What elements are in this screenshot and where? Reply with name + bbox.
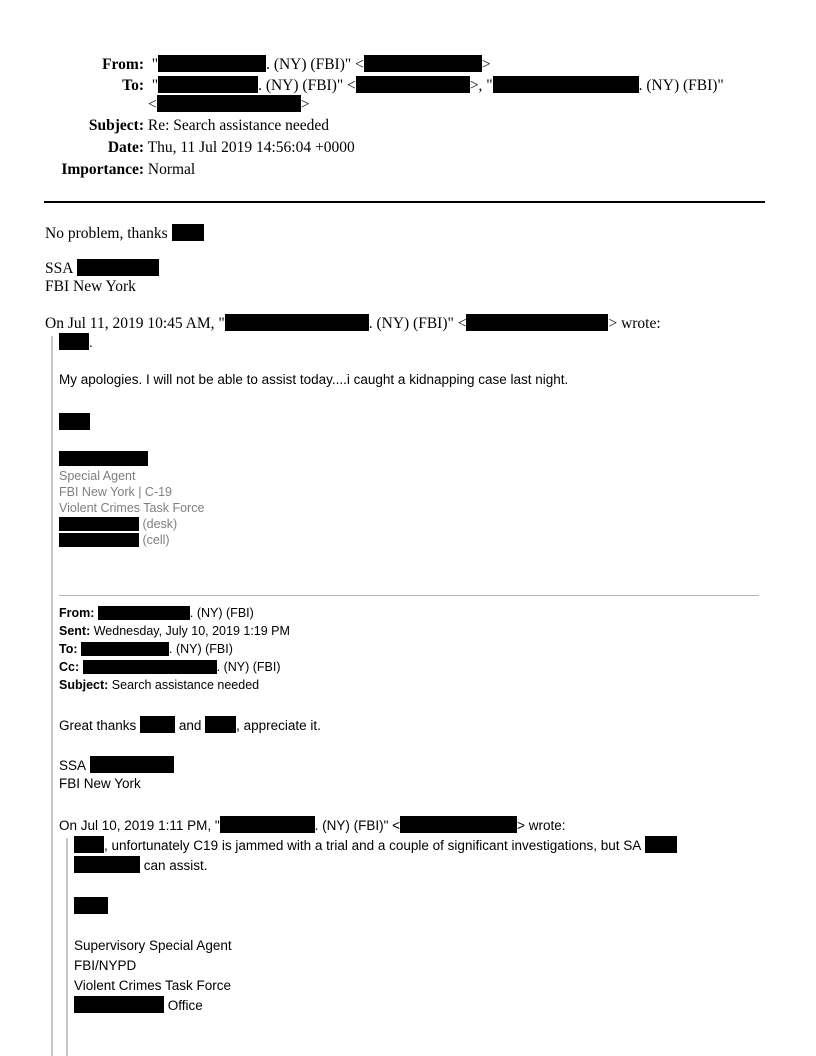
sig-office: FBI/NYPD xyxy=(74,958,137,973)
quote-bar xyxy=(51,336,53,1056)
quote1-intro: On Jul 11, 2019 10:45 AM, " . (NY) (FBI)" < > wrote: xyxy=(45,315,661,332)
sig-unit: Violent Crimes Task Force xyxy=(59,501,205,515)
redaction xyxy=(98,606,190,620)
quote2-body-2: can assist. xyxy=(74,856,208,873)
redaction xyxy=(83,660,217,674)
fwd-cc-row: Cc: . (NY) (FBI) xyxy=(59,660,281,674)
date-value: Thu, 11 Jul 2019 14:56:04 +0000 xyxy=(147,139,355,156)
redaction xyxy=(158,55,266,72)
redaction xyxy=(81,642,169,656)
redaction xyxy=(205,716,236,733)
redaction xyxy=(59,333,89,350)
redaction xyxy=(77,259,159,276)
header-to-row: To: " . (NY) (FBI)" < >, " . (NY) (FBI)" xyxy=(0,76,724,95)
sig-unit: Violent Crimes Task Force xyxy=(74,978,232,993)
date-label: Date: xyxy=(107,139,144,156)
redaction xyxy=(74,836,104,853)
reply-sig-1: SSA xyxy=(45,259,159,278)
redaction xyxy=(59,517,139,531)
subject-value: Re: Search assistance needed xyxy=(147,117,330,134)
redaction xyxy=(493,76,639,93)
redaction xyxy=(157,95,301,112)
importance-value: Normal xyxy=(147,161,196,178)
quote1-salutation: . xyxy=(59,333,93,350)
header-subject-row xyxy=(0,117,329,135)
sig-title: Supervisory Special Agent xyxy=(74,938,232,953)
redaction xyxy=(364,55,482,72)
quote1-body: My apologies. I will not be able to assist today....i caught a kidnapping case last night. xyxy=(59,372,569,387)
redaction xyxy=(466,314,608,331)
forward-divider xyxy=(59,595,759,596)
header-divider xyxy=(44,201,765,203)
redaction xyxy=(74,897,108,914)
forwarded-sig-2: FBI New York xyxy=(59,776,141,791)
redaction xyxy=(140,716,175,733)
redaction xyxy=(400,816,517,833)
quote1-sig-name xyxy=(59,451,148,466)
redaction xyxy=(158,76,258,93)
redaction xyxy=(172,224,204,241)
importance-label: Importance: xyxy=(61,161,144,178)
header-date-row xyxy=(0,139,355,157)
redaction xyxy=(59,413,90,430)
quote2-signature xyxy=(74,936,232,1016)
quote-bar xyxy=(66,838,68,1056)
quote2-signoff xyxy=(74,897,108,914)
fwd-subject-row: Subject: Search assistance needed xyxy=(59,678,260,692)
redaction xyxy=(356,76,470,93)
redaction xyxy=(59,451,148,466)
redaction xyxy=(59,533,139,547)
fwd-sent-row: Sent: Wednesday, July 10, 2019 1:19 PM xyxy=(59,624,290,638)
sig-office: FBI New York | C-19 xyxy=(59,485,173,499)
header-importance-row xyxy=(0,161,195,179)
redaction xyxy=(645,836,677,853)
quote1-signoff xyxy=(59,413,90,430)
sig-desk: (desk) xyxy=(59,516,204,532)
sig-title: Special Agent xyxy=(59,469,136,483)
redaction xyxy=(74,856,140,873)
sig-cell: (cell) xyxy=(59,532,204,548)
quote2-intro: On Jul 10, 2019 1:11 PM, " . (NY) (FBI)" < > wrote: xyxy=(59,818,566,833)
header-to-cont: < > xyxy=(148,96,310,113)
quote2-body-1: , unfortunately C19 is jammed with a trial and a couple of significant investigations, but SA xyxy=(74,836,677,853)
quote1-signature xyxy=(59,468,204,548)
header-from-row: From: " . (NY) (FBI)" < > xyxy=(0,55,491,74)
redaction xyxy=(225,314,369,331)
redaction xyxy=(74,996,164,1013)
fwd-from-row: From: . (NY) (FBI) xyxy=(59,606,254,620)
forwarded-sig-1: SSA xyxy=(59,756,174,773)
fwd-to-row: To: . (NY) (FBI) xyxy=(59,642,233,656)
reply-line: No problem, thanks xyxy=(45,224,204,243)
redaction xyxy=(220,816,315,833)
sig-office-line: Office xyxy=(74,996,232,1016)
reply-sig-2: FBI New York xyxy=(45,278,136,295)
forwarded-header xyxy=(59,604,290,694)
from-label: From: xyxy=(102,56,144,73)
subject-label: Subject: xyxy=(88,117,144,134)
redaction xyxy=(90,756,174,773)
forwarded-body: Great thanks and , appreciate it. xyxy=(59,718,321,733)
to-label: To: xyxy=(122,77,144,94)
